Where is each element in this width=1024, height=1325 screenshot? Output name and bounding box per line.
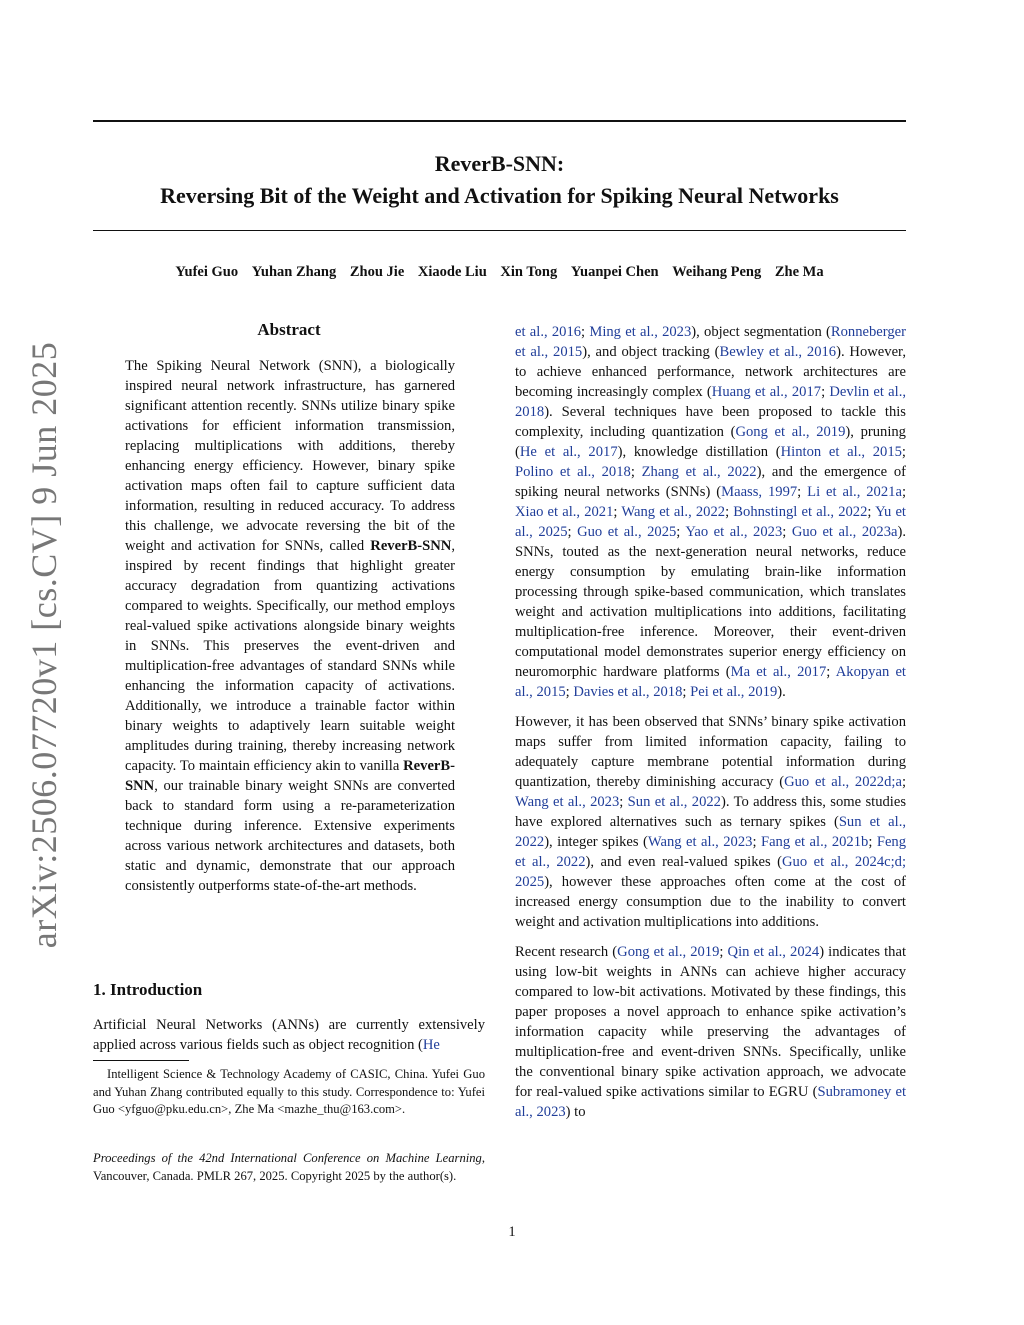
body-text: ; <box>565 684 574 700</box>
author: Xiaode Liu <box>417 264 487 280</box>
body-text: Recent research ( <box>515 944 618 960</box>
body-text: ), and even real-valued spikes ( <box>585 854 782 870</box>
body-text: ; <box>619 794 628 810</box>
author: Xin Tong <box>500 264 558 280</box>
citation-link[interactable]: Hinton et al., 2015 <box>780 444 902 460</box>
title-rule-top <box>93 120 906 122</box>
citation-link[interactable]: Devlin et al., 2018 <box>515 384 907 420</box>
citation-link[interactable]: Li et al., 2021a <box>807 484 902 500</box>
author: Yuanpei Chen <box>570 264 659 280</box>
citation-link[interactable]: Guo et al., 2024c;d; 2025 <box>515 854 906 890</box>
body-text: ). However, to achieve enhanced performance, network architectures are becoming increasingly complex ( <box>515 344 906 400</box>
body-text: ), integer spikes ( <box>544 834 648 850</box>
author: Zhe Ma <box>774 264 824 280</box>
citation-link[interactable]: Sun et al., 2022 <box>515 814 906 850</box>
body-text: ; <box>797 484 808 500</box>
body-text: ; <box>567 524 578 540</box>
body-text: ; <box>867 504 876 520</box>
body-text: ; <box>901 444 906 460</box>
body-text: ). Several techniques have been proposed to tackle this complexity, including quantization ( <box>515 404 906 440</box>
citation-link[interactable]: Pei et al., 2019 <box>690 684 778 700</box>
intro-text: Artificial Neural Networks (ANNs) are currently extensively applied across various fields such as object recognition ( <box>93 1017 485 1053</box>
author: Yufei Guo <box>175 264 239 280</box>
abstract-paragraph <box>125 356 455 896</box>
body-text: ; <box>725 504 734 520</box>
body-text: ; <box>782 524 792 540</box>
body-text: ). To address this, some studies have explored alternatives such as ternary spikes ( <box>515 794 906 830</box>
citation-link[interactable]: Gong et al., 2019 <box>735 424 846 440</box>
citation-link[interactable]: Ming et al., 2023 <box>589 324 692 340</box>
citation-link[interactable]: Guo et al., 2022d;a <box>784 774 902 790</box>
citation-link[interactable]: Bohnstingl et al., 2022 <box>733 504 868 520</box>
citation-link[interactable]: Zhang et al., 2022 <box>641 464 757 480</box>
footnote-affiliation <box>93 1066 485 1119</box>
body-text: ), pruning ( <box>515 424 906 460</box>
citation-link[interactable]: He et al., 2017 <box>519 444 618 460</box>
body-text: ; <box>901 774 906 790</box>
body-text: ; <box>821 384 830 400</box>
arxiv-stamp: arXiv:2506.07720v1 [cs.CV] 9 Jun 2025 <box>24 341 64 949</box>
title-line-2: Reversing Bit of the Weight and Activation for Spiking Neural Networks <box>160 183 839 208</box>
footnote-proceedings <box>93 1150 485 1185</box>
body-text: ) to <box>565 1104 586 1120</box>
citation-link[interactable]: He <box>422 1037 440 1053</box>
intro-paragraph <box>93 1015 485 1055</box>
citation-link[interactable]: Davies et al., 2018 <box>573 684 683 700</box>
right-paragraph-1 <box>515 322 906 702</box>
body-text: ; <box>613 504 622 520</box>
body-text: ; <box>630 464 642 480</box>
body-text: ) indicates that using low-bit weights in ANNs can achieve higher accuracy compared to low-bit activations. Motivated by these findings, this paper proposes a novel approach to enhance spike activation’s information capacity while preserving the advantages of multiplication-free and event-driven SNNs. Specifically, unlike the conventional binary spike activation approach, we advocate for real-valued spike activations similar to EGRU ( <box>515 944 906 1100</box>
paper-title <box>93 148 906 212</box>
title-line-1: ReverB-SNN: <box>434 151 565 176</box>
abstract-body <box>125 356 455 896</box>
abstract-heading: Abstract <box>257 320 321 339</box>
proceedings-title: Proceedings of the 42nd International Conference on Machine Learning <box>93 1151 482 1165</box>
body-text: ; <box>719 944 728 960</box>
affiliation-text: Intelligent Science & Technology Academy of CASIC, China. Yufei Guo and Yuhan Zhang contributed equally to this study. Correspondence to: Yufei Guo <yfguo@pku.edu.cn>, Zhe Ma <mazhe_thu@163.com>. <box>93 1067 485 1116</box>
right-paragraph-2 <box>515 712 906 932</box>
author: Yuhan Zhang <box>251 264 337 280</box>
author: Zhou Jie <box>349 264 405 280</box>
right-paragraph-3 <box>515 942 906 1122</box>
citation-link[interactable]: Huang et al., 2017 <box>711 384 822 400</box>
citation-link[interactable]: Guo et al., 2025 <box>577 524 677 540</box>
citation-link[interactable]: et al., 2016 <box>515 324 582 340</box>
body-text: ). <box>777 684 786 700</box>
method-name: ReverB-SNN <box>125 758 455 794</box>
citation-link[interactable]: Wang et al., 2023 <box>515 794 620 810</box>
citation-link[interactable]: Fang et al., 2021b <box>760 834 869 850</box>
citation-link[interactable]: Maass, 1997 <box>721 484 798 500</box>
proceedings-text <box>93 1150 485 1185</box>
body-text: However, it has been observed that SNNs’ binary spike activation maps suffer from limited information capacity, failing to adequately capture membrane potential information during quantization, thereby diminishing accuracy ( <box>515 714 906 790</box>
citation-link[interactable]: Bewley et al., 2016 <box>719 344 837 360</box>
abstract-text: , our trainable binary weight SNNs are converted back to standard form using a re-parameterization technique during inference. Extensive experiments across various network architectures and datasets, both static and dynamic, demonstrate that our approach consistently outperforms state-of-the-art methods. <box>125 778 455 894</box>
section-heading-introduction: 1. Introduction <box>93 980 203 999</box>
citation-link[interactable]: Subramoney et al., 2023 <box>515 1084 906 1120</box>
citation-link[interactable]: Akopyan et al., 2015 <box>515 664 906 700</box>
citation-link[interactable]: Feng et al., 2022 <box>515 834 907 870</box>
body-text: ). SNNs, touted as the next-generation neural networks, reduce energy consumption by emulating brain-like information processing through spike-based communication, which translates weight and activation multiplications into additions, facilitating multiplication-free inference. Moreover, their event-driven computational model demonstrates superior energy efficiency on neuromorphic hardware platforms ( <box>515 524 906 680</box>
body-text: ), object segmentation ( <box>691 324 831 340</box>
author-list <box>93 264 906 281</box>
body-text: ; <box>868 834 877 850</box>
body-text: ), however these approaches often come at the cost of increased energy consumption due to the inability to convert weight and activation multiplications into additions. <box>515 874 906 930</box>
citation-link[interactable]: Ma et al., 2017 <box>730 664 827 680</box>
body-text: ; <box>826 664 836 680</box>
author: Weihang Peng <box>672 264 762 280</box>
citation-link[interactable]: Xiao et al., 2021 <box>515 504 614 520</box>
citation-link[interactable]: Yao et al., 2023 <box>685 524 783 540</box>
citation-link[interactable]: Wang et al., 2023 <box>647 834 753 850</box>
body-text: ), knowledge distillation ( <box>617 444 781 460</box>
citation-link[interactable]: Sun et al., 2022 <box>627 794 721 810</box>
method-name: ReverB-SNN <box>370 538 452 554</box>
body-text: ; <box>752 834 761 850</box>
abstract-text: , inspired by recent findings that highlight greater accuracy degradation from quantizing activations compared to weights. Specifically, our method employs real-valued spike activations alongside binary weights in SNNs. This preserves the event-driven and multiplication-free advantages of standard SNNs while enhancing the information capacity of activations. Additionally, we introduce a trainable factor within binary weights to adaptively learn suitable weight amplitudes during training, thereby increasing network capacity. To maintain efficiency akin to vanilla <box>125 538 455 774</box>
body-text: ; <box>682 684 691 700</box>
body-text: ; <box>676 524 686 540</box>
citation-link[interactable]: Guo et al., 2023a <box>791 524 898 540</box>
title-rule-bottom <box>93 230 906 231</box>
abstract-text: The Spiking Neural Network (SNN), a biologically inspired neural network infrastructure, has garnered significant attention recently. SNNs utilize binary spike activations for efficient information transmission, replacing multiplications with additions, thereby enhancing energy efficiency. However, binary spike activation maps often fail to capture sufficient data information, resulting in reduced accuracy. To address this challenge, we advocate reversing the bit of the weight and activation for SNNs, called <box>125 358 455 554</box>
intro-left-column <box>93 1015 485 1055</box>
footnote-rule <box>93 1060 189 1061</box>
citation-link[interactable]: Qin et al., 2024 <box>727 944 820 960</box>
citation-link[interactable]: Polino et al., 2018 <box>515 464 631 480</box>
body-text: ), and the emergence of spiking neural networks (SNNs) ( <box>515 464 906 500</box>
citation-link[interactable]: Yu et al., 2025 <box>515 504 906 540</box>
right-column <box>515 322 906 1122</box>
proceedings-rest: , Vancouver, Canada. PMLR 267, 2025. Copyright 2025 by the author(s). <box>93 1151 485 1183</box>
body-text: ; <box>581 324 590 340</box>
citation-link[interactable]: Wang et al., 2022 <box>621 504 726 520</box>
body-text: ; <box>901 484 906 500</box>
citation-link[interactable]: Ronneberger et al., 2015 <box>515 324 906 360</box>
page-number: 1 <box>508 1224 516 1240</box>
citation-link[interactable]: Gong et al., 2019 <box>617 944 720 960</box>
body-text: ), and object tracking ( <box>582 344 720 360</box>
